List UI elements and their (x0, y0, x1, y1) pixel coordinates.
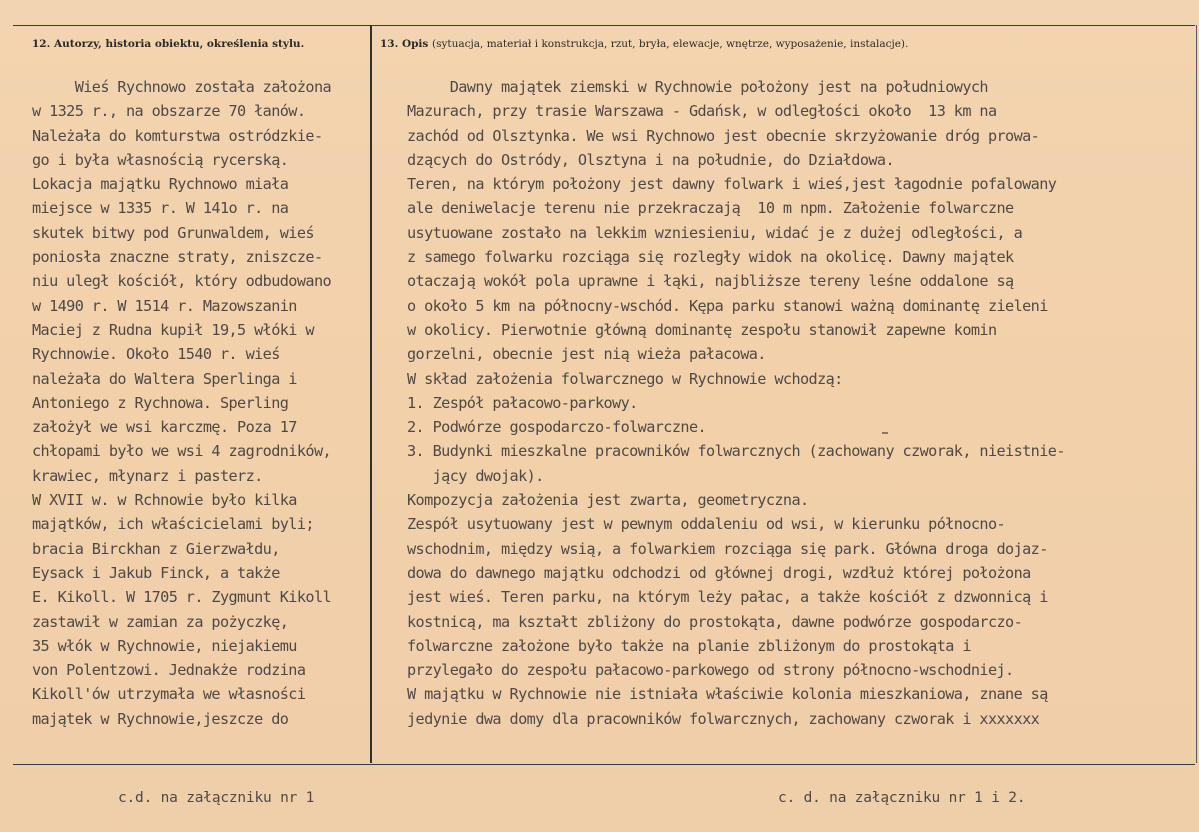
description-text-line: dowa do dawnego majątku odchodzi od głównej drogi, wzdłuż której położona (407, 563, 1031, 582)
history-text-line: chłopami było we wsi 4 zagrodników, (32, 442, 332, 461)
history-text-line: Maciej z Rudna kupił 19,5 włóki w (32, 320, 314, 339)
description-text-line: w okolicy. Pierwotnie główną dominantę zespołu stanowił zapewne komin (407, 320, 997, 339)
description-text-line: jący dwojak). (407, 466, 544, 485)
description-text-line: przylegało do zespołu pałacowo-parkowego od strony północno-wschodniej. (407, 661, 1014, 680)
history-text-line: Wieś Rychnowo została założona (32, 78, 332, 96)
history-text-line: majątków, ich właścicielami byli; (32, 515, 314, 534)
description-text-line: folwarczne założone było także na planie zbliżonym do prostokąta i (407, 636, 971, 655)
left-continuation-note: c.d. na załączniku nr 1 (118, 790, 315, 806)
right-continuation-note: c. d. na załączniku nr 1 i 2. (778, 790, 1026, 806)
history-text-line: Należała do komturstwa ostródzkie- (32, 126, 323, 145)
column-divider (370, 25, 372, 763)
history-text-line: w 1490 r. W 1514 r. Mazowszanin (32, 296, 297, 315)
section-13-title: Opis (401, 38, 429, 50)
history-text-line: W XVII w. w Rchnowie było kilka (32, 491, 297, 510)
description-text-line: Zespół usytuowany jest w pewnym oddaleniu od wsi, w kierunku północno- (407, 515, 1006, 534)
history-text-line: go i była własnością rycerską. (32, 150, 289, 169)
description-text-line: jedynie dwa domy dla pracowników folwarcznych, zachowany czworak i xxxxxxx (407, 709, 1040, 728)
description-text-line: zachód od Olsztynka. We wsi Rychnowo jest obecnie skrzyżowanie dróg prowa- (407, 126, 1040, 145)
history-text-line: poniosła znaczne straty, zniszcze- (32, 248, 323, 267)
section-13-number: 13. (380, 38, 399, 50)
description-text-line: 2. Podwórze gospodarczo-folwarczne. (407, 418, 707, 437)
history-text-column (32, 75, 370, 731)
description-text-line: W skład założenia folwarcznego w Rychnowie wchodzą: (407, 369, 843, 388)
history-text-line: należała do Waltera Sperlinga i (32, 369, 297, 388)
description-text-column (407, 75, 1197, 731)
description-text-line: jest wieś. Teren parku, na którym leży pałac, a także kościół z dzwonnicą i (407, 588, 1048, 607)
description-text-line: kostnicą, ma kształt zbliżony do prostokąta, dawne podwórze gospodarczo- (407, 612, 1023, 631)
description-text-line: Teren, na którym położony jest dawny folwark i wieś,jest łagodnie pofalowany (407, 175, 1057, 194)
history-text-line: majątek w Rychnowie,jeszcze do (32, 709, 289, 728)
description-text-line: W majątku w Rychnowie nie istniała właściwie kolonia mieszkaniowa, znane są (407, 685, 1048, 704)
history-text-line: bracia Birckhan z Gierzwałdu, (32, 539, 280, 558)
description-text-line: z samego folwarku rozciąga się rozległy widok na okolicę. Dawny majątek (407, 248, 1014, 267)
description-text-line: dzących do Ostródy, Olsztyna i na południe, do Działdowa. (407, 150, 894, 169)
stray-mark (882, 432, 888, 434)
history-text-line: zastawił w zamian za pożyczkę, (32, 612, 289, 631)
history-text-line: miejsce w 1335 r. W 141o r. na (32, 199, 289, 218)
history-text-line: Eysack i Jakub Finck, a także (32, 563, 280, 582)
description-text-line: usytuowane zostało na lekkim wzniesieniu, widać je z dużej odległości, a (407, 223, 1023, 242)
description-text-line: wschodnim, między wsią, a folwarkiem rozciąga się park. Główna droga dojaz- (407, 539, 1048, 558)
history-text-line: E. Kikoll. W 1705 r. Zygmunt Kikoll (32, 588, 332, 607)
description-text-line: ale deniwelacje terenu nie przekraczają 10 m npm. Założenie folwarczne (407, 199, 1014, 218)
history-text-line: von Polentzowi. Jednakże rodzina (32, 661, 306, 680)
history-text-line: Lokacja majątku Rychnowo miała (32, 175, 289, 194)
history-text-line: Rychnowie. Około 1540 r. wieś (32, 345, 280, 364)
history-text-line: krawiec, młynarz i pasterz. (32, 466, 263, 485)
history-text-line: Kikoll'ów utrzymała we własności (32, 685, 306, 704)
history-text-line: Antoniego z Rychnowa. Sperling (32, 393, 289, 412)
history-text-line: w 1325 r., na obszarze 70 łanów. (32, 102, 306, 121)
section-13-subtitle: (sytuacja, materiał i konstrukcja, rzut, bryła, elewacje, wnętrze, wyposażenie, instalacje). (431, 38, 909, 50)
description-text-line: Mazurach, przy trasie Warszawa - Gdańsk, w odległości około 13 km na (407, 102, 997, 121)
description-text-line: otaczają wokół pola uprawne i łąki, najbliższe tereny leśne oddalone są (407, 272, 1014, 291)
description-text-line: o około 5 km na północny-wschód. Kępa parku stanowi ważną dominantę zieleni (407, 296, 1048, 315)
history-text-line: 35 włók w Rychnowie, niejakiemu (32, 636, 297, 655)
description-text-line: 1. Zespół pałacowo-parkowy. (407, 393, 638, 412)
section-12-header (32, 38, 304, 50)
description-text-line: Kompozycja założenia jest zwarta, geometryczna. (407, 491, 809, 510)
history-text-line: skutek bitwy pod Grunwaldem, wieś (32, 223, 314, 242)
description-text-line: gorzelni, obecnie jest nią wieża pałacowa. (407, 345, 766, 364)
description-text-line: Dawny majątek ziemski w Rychnowie położony jest na południowych (407, 78, 988, 96)
history-text-line: niu uległ kościół, który odbudowano (32, 272, 332, 291)
history-text-line: założył we wsi karczmę. Poza 17 (32, 418, 297, 437)
section-12-number: 12. (32, 38, 51, 50)
section-12-title: Autorzy, historia obiektu, określenia stylu. (53, 38, 305, 50)
section-13-header (380, 38, 908, 50)
description-text-line: 3. Budynki mieszkalne pracowników folwarcznych (zachowany czworak, nieistnie- (407, 442, 1065, 461)
